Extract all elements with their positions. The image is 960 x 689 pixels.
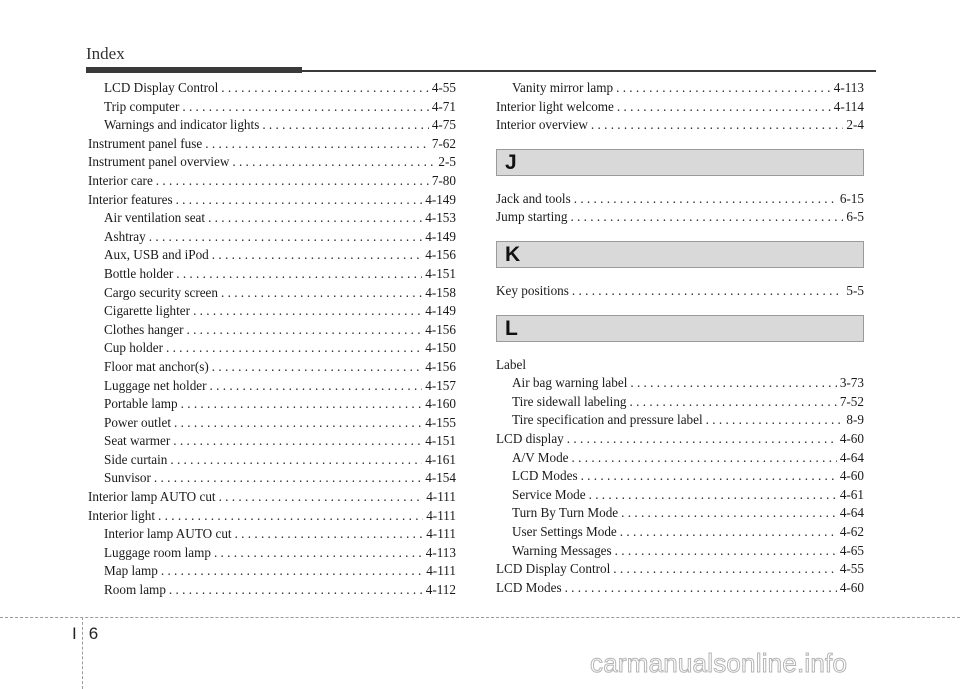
index-page-ref[interactable]: 4-60 (839, 579, 864, 595)
index-page-ref[interactable]: 4-149 (425, 191, 456, 207)
index-term: Interior light (88, 507, 156, 523)
index-page-ref[interactable]: 2-5 (438, 154, 456, 170)
index-page-ref[interactable]: 4-156 (425, 358, 456, 374)
index-group-j (496, 190, 864, 227)
index-entry[interactable] (88, 451, 456, 470)
index-term: Portable lamp (104, 396, 178, 412)
index-term: Warning Messages (512, 542, 612, 558)
index-term: Bottle holder (104, 265, 174, 281)
page-digit: 6 (88, 624, 99, 643)
index-term: Map lamp (104, 563, 158, 579)
dot-leader (176, 191, 423, 210)
index-term: Instrument panel fuse (88, 135, 203, 151)
index-page-ref[interactable]: 4-149 (425, 228, 456, 244)
index-entry[interactable] (496, 282, 864, 301)
index-entry[interactable] (88, 562, 456, 581)
index-term: Sunvisor (104, 470, 151, 486)
dot-leader (212, 246, 422, 265)
index-entry[interactable] (88, 265, 456, 284)
dot-leader (158, 507, 423, 526)
index-column-right (496, 79, 864, 597)
index-entry[interactable] (496, 430, 864, 449)
index-entry[interactable] (88, 284, 456, 303)
index-entry[interactable] (88, 432, 456, 451)
index-term: Aux, USB and iPod (104, 247, 209, 263)
index-page-ref[interactable]: 4-71 (431, 98, 456, 114)
dot-leader (205, 135, 429, 154)
index-entry[interactable] (496, 98, 864, 117)
index-entry[interactable] (88, 544, 456, 563)
index-term: Jack and tools (496, 190, 571, 206)
index-column-left (88, 79, 456, 600)
section-letter: I (72, 624, 77, 643)
index-term: Warnings and indicator lights (104, 117, 260, 133)
index-page-ref[interactable]: 6-5 (846, 209, 864, 225)
index-term: Clothes hanger (104, 321, 184, 337)
section-letter-l: L (496, 315, 864, 342)
dot-leader (186, 321, 422, 340)
index-term: Floor mat anchor(s) (104, 358, 209, 374)
index-term: LCD Display Control (496, 561, 611, 577)
index-page-ref[interactable]: 6-15 (839, 190, 864, 206)
dot-leader (210, 377, 423, 396)
dot-leader (572, 282, 844, 301)
index-term: Service Mode (512, 486, 586, 502)
index-entry[interactable] (88, 395, 456, 414)
index-page-ref[interactable]: 5-5 (846, 282, 864, 298)
index-page-ref[interactable]: 4-112 (425, 582, 456, 598)
index-term: Luggage room lamp (104, 544, 211, 560)
dot-leader (565, 579, 837, 598)
index-page-ref[interactable]: 4-149 (425, 303, 456, 319)
footer-rule (0, 617, 960, 618)
index-entry[interactable] (496, 449, 864, 468)
index-entry[interactable] (88, 135, 456, 154)
index-page-ref[interactable]: 4-114 (833, 98, 864, 114)
dot-leader (169, 581, 423, 600)
index-page-ref[interactable]: 4-111 (426, 507, 456, 523)
index-entry[interactable] (88, 488, 456, 507)
index-page-ref[interactable]: 4-161 (425, 451, 456, 467)
index-page-ref[interactable]: 4-151 (425, 433, 456, 449)
dot-leader (262, 116, 428, 135)
index-page-ref[interactable]: 3-73 (839, 375, 864, 391)
index-page-ref[interactable]: 4-160 (425, 396, 456, 412)
index-page-ref[interactable]: 7-52 (839, 393, 864, 409)
index-page-ref[interactable]: 4-156 (425, 247, 456, 263)
page-number (72, 624, 98, 644)
index-entry[interactable] (88, 321, 456, 340)
dot-leader (166, 339, 422, 358)
index-page-ref[interactable]: 8-9 (846, 412, 864, 428)
dot-leader (156, 172, 429, 191)
index-entry[interactable] (88, 581, 456, 600)
dot-leader (630, 393, 837, 412)
dot-leader (630, 374, 836, 393)
index-group-l (496, 374, 864, 597)
index-entry[interactable] (496, 504, 864, 523)
dot-leader (613, 560, 837, 579)
dot-leader (617, 98, 831, 117)
index-term: Cigarette lighter (104, 303, 191, 319)
page-title: Index (86, 44, 125, 63)
dot-leader (621, 504, 837, 523)
index-entry[interactable] (88, 414, 456, 433)
dot-leader (219, 488, 424, 507)
index-page-ref[interactable]: 4-65 (839, 542, 864, 558)
index-heading-label: Label (496, 356, 527, 372)
index-page-ref[interactable]: 2-4 (846, 117, 864, 133)
dot-leader (149, 228, 422, 247)
index-term: Air bag warning label (512, 375, 628, 391)
index-page-ref[interactable]: 4-154 (425, 470, 456, 486)
index-page-ref[interactable]: 4-156 (425, 321, 456, 337)
index-group-k (496, 282, 864, 301)
index-term: Interior features (88, 191, 173, 207)
index-page-ref[interactable]: 4-62 (839, 523, 864, 539)
dot-leader (581, 467, 837, 486)
dot-leader (212, 358, 422, 377)
index-page-ref[interactable]: 4-113 (425, 544, 456, 560)
index-page-ref[interactable]: 4-111 (426, 563, 456, 579)
index-term: Interior overview (496, 117, 588, 133)
dot-leader (232, 153, 435, 172)
index-page-ref[interactable]: 7-80 (431, 172, 456, 188)
section-letter-j: J (496, 149, 864, 176)
index-page-ref[interactable]: 4-55 (839, 561, 864, 577)
index-page-ref[interactable]: 4-111 (426, 526, 456, 542)
index-entry[interactable] (88, 228, 456, 247)
index-term: A/V Mode (512, 449, 569, 465)
index-term: LCD Modes (496, 579, 562, 595)
index-entry[interactable] (88, 525, 456, 544)
dot-leader (570, 208, 843, 227)
index-term: Power outlet (104, 414, 172, 430)
index-page-ref[interactable]: 4-155 (425, 414, 456, 430)
index-term: Key positions (496, 282, 569, 298)
index-page-ref[interactable]: 4-158 (425, 284, 456, 300)
index-entry[interactable] (496, 79, 864, 98)
index-page-ref[interactable]: 4-64 (839, 449, 864, 465)
index-term: Room lamp (104, 582, 166, 598)
index-term: Instrument panel overview (88, 154, 230, 170)
index-page-ref[interactable]: 4-64 (839, 505, 864, 521)
index-entry[interactable] (88, 339, 456, 358)
index-entry[interactable] (88, 172, 456, 191)
index-page-ref[interactable]: 7-62 (431, 135, 456, 151)
dot-leader (176, 265, 422, 284)
index-term: Cargo security screen (104, 284, 219, 300)
dot-leader (572, 449, 837, 468)
index-entry[interactable] (88, 209, 456, 228)
dot-leader (193, 302, 422, 321)
index-term: Tire sidewall labeling (512, 393, 627, 409)
index-term: Interior lamp AUTO cut (104, 526, 232, 542)
index-term: Seat warmer (104, 433, 171, 449)
index-term: Interior care (88, 172, 153, 188)
index-term: User Settings Mode (512, 523, 617, 539)
index-term: Interior light welcome (496, 98, 614, 114)
index-term: Air ventilation seat (104, 210, 206, 226)
index-page-ref[interactable]: 4-113 (833, 80, 864, 95)
index-entry[interactable] (88, 98, 456, 117)
index-term: Luggage net holder (104, 377, 207, 393)
index-term: Turn By Turn Mode (512, 505, 619, 521)
index-entry[interactable] (496, 208, 864, 227)
index-entry[interactable] (88, 377, 456, 396)
dot-leader (567, 430, 837, 449)
index-term: Cup holder (104, 340, 163, 356)
section-letter-k: K (496, 241, 864, 268)
index-entry[interactable] (496, 486, 864, 505)
dot-leader (620, 523, 837, 542)
dot-leader (174, 414, 422, 433)
index-page-ref[interactable]: 4-157 (425, 377, 456, 393)
index-page-ref[interactable]: 4-61 (839, 486, 864, 502)
index-page-ref[interactable]: 4-151 (425, 265, 456, 281)
dot-leader (221, 79, 429, 98)
index-entry[interactable] (88, 469, 456, 488)
index-entry[interactable] (88, 153, 456, 172)
index-page-ref[interactable]: 4-150 (425, 340, 456, 356)
index-page-ref[interactable]: 4-55 (431, 80, 456, 95)
index-entry[interactable] (496, 190, 864, 209)
dot-leader (181, 395, 423, 414)
dot-leader (182, 98, 428, 117)
index-term: Jump starting (496, 209, 568, 225)
index-entry[interactable] (496, 467, 864, 486)
index-entry[interactable] (88, 246, 456, 265)
dot-leader (154, 469, 422, 488)
index-group-i-continued (496, 79, 864, 135)
index-page-ref[interactable]: 4-111 (426, 489, 456, 505)
dot-leader (208, 209, 422, 228)
index-term: Interior lamp AUTO cut (88, 489, 216, 505)
index-term: LCD Display Control (104, 80, 219, 95)
dot-leader (170, 451, 422, 470)
index-term: Side curtain (104, 451, 168, 467)
index-page-ref[interactable]: 4-60 (839, 430, 864, 446)
header-rule (86, 70, 876, 72)
dot-leader (589, 486, 837, 505)
index-term: Ashtray (104, 228, 146, 244)
index-entry[interactable] (496, 116, 864, 135)
index-term: LCD display (496, 430, 564, 446)
index-page-ref[interactable]: 4-75 (431, 117, 456, 133)
index-entry[interactable] (496, 579, 864, 598)
dot-leader (173, 432, 422, 451)
index-entry[interactable] (496, 374, 864, 393)
index-entry[interactable] (88, 302, 456, 321)
dot-leader (221, 284, 422, 303)
index-term: LCD Modes (512, 468, 578, 484)
index-entry[interactable] (88, 507, 456, 526)
index-entry[interactable] (496, 393, 864, 412)
dot-leader (235, 525, 424, 544)
dot-leader (591, 116, 843, 135)
index-entry[interactable] (496, 411, 864, 430)
dot-leader (616, 79, 831, 98)
index-page-ref[interactable]: 4-60 (839, 468, 864, 484)
index-entry[interactable] (88, 116, 456, 135)
index-entry[interactable] (496, 560, 864, 579)
index-term: Tire specification and pressure label (512, 412, 703, 428)
index-page-ref[interactable]: 4-153 (425, 210, 456, 226)
index-entry[interactable] (88, 79, 456, 98)
index-entry[interactable] (88, 191, 456, 210)
dot-leader (706, 411, 844, 430)
watermark-text: carmanualsonline.info (590, 648, 848, 678)
index-entry[interactable] (88, 358, 456, 377)
index-term: Vanity mirror lamp (512, 80, 614, 95)
index-entry[interactable] (496, 542, 864, 561)
dot-leader (574, 190, 837, 209)
dot-leader (214, 544, 423, 563)
index-term: Trip computer (104, 98, 180, 114)
dot-leader (615, 542, 837, 561)
index-entry[interactable] (496, 523, 864, 542)
dot-leader (161, 562, 423, 581)
